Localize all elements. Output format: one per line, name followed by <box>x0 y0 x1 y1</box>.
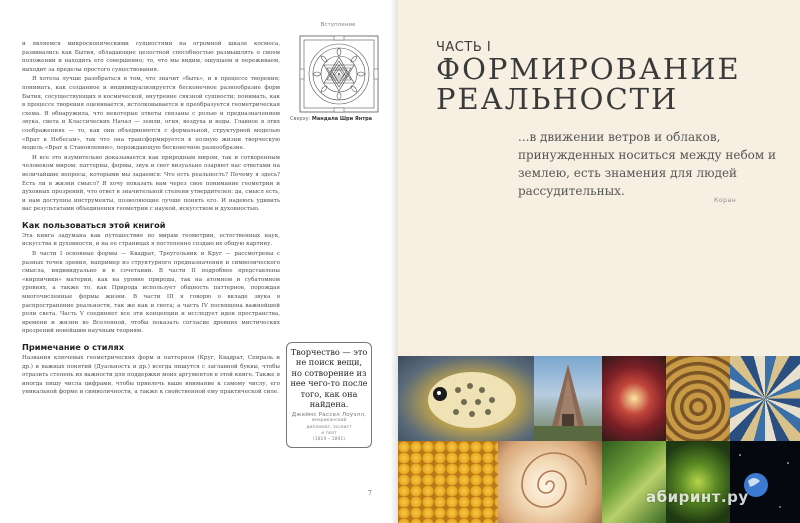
paragraph: Названия ключевых геометрических форм и паттернов (Круг, Квадрат, Спираль и др.) и важных понятий (Дуальность и др.) всегда пишутся с заглавной буквы, чтобы отразить степень их важности для поддержки моих аргументов в этой книге. Также я иногда пишу числа цифрами, чтобы привлечь ваше внимание к самому числу, его уникальной форме и символичности, а также к свойственной ему практической силе. <box>22 355 280 396</box>
paragraph: В части I основные формы — Квадрат, Треугольник и Круг — рассмотрены с разных точек зрения, например из структурного предназначения и символического смысла, индивидуально и в сочетании. В части II подробнее представлены «кирпичики» материи, как на уровне природы, так на атомном и субатомном уровнях, а также то, как Природа использует общность паттернов, порождая многочисленные формы жизни. В части III я говорю о вкладе звука в распространение реальности, так же как и света; а часть IV посвящена важнейшей роли света. Часть V соединяет все эти концепции и исследует идеи пространства, времени и жизни во Вселенной, чтобы показать согласие древних мистических прозрений новейшим научным теориям. <box>22 251 280 335</box>
temple-photo <box>534 356 602 441</box>
quote-author: Джеймс Рассел Лоуэлл, <box>291 412 367 419</box>
title-line-1: ФОРМИРОВАНИЕ <box>436 52 741 86</box>
pufferfish-photo <box>398 356 534 441</box>
caption-prefix: Сверху: <box>290 116 311 122</box>
earth-photo <box>730 441 800 523</box>
title-line-2: РЕАЛЬНОСТИ <box>436 82 679 116</box>
quote-text: Творчество — это не поиск вещи, но сотворение из нее чего-то после того, как она найдена. <box>290 347 368 410</box>
leaf-photo <box>602 441 666 523</box>
paragraph: Я хотела лучше разобраться в том, что значит «быть», и в процессе творения; понимать, как созданное и индивидуализируется бесконечное разнообразие форм Бытия, сосуществующих в космической, внутренне связной сущности; понимать, как в процессе творения оценивается, истолковывается и преобразуется геометрическая схема. Я обнаружила, что некоторые ответы связаны с ролью и предназначением звука, света и Классических Начал — земли, огня, воздуха и воды. Главное в этих соображениях — то, как они объединяются с формальной, структурной моделью «Врат к Небесам», так что она трансформируется в полную жизни творческую модель «Врат к Становлению», порождающую бесконечное разнообразие. <box>22 76 280 152</box>
section-label: Вступление <box>320 22 356 28</box>
epigraph-source: Коран <box>714 197 737 204</box>
watermark: абиринт.ру <box>646 488 749 506</box>
quote-meta-3: и поэт <box>321 430 337 436</box>
paragraph: И все это изумительно доказывается как природным миром, так и сотворенным человеком миром: паттерны, формы, звук и свет визуально озаряют нас ответами на величайшие вопросы, которыми мы задаемся: Что есть реальность? Почему я здесь? Есть ли в жизни смысл? Я хочу показать вам через свое понимание геометрии и духовных прозрений, что ответ в значительной степени утвердителен: да, смысл есть, и нам доступны инструменты, позволяющие лучше понять его. И надеюсь удивить вас результатами объединения геометрии с наукой, искусством и духовностью. <box>22 154 280 213</box>
quote-meta-1: американский <box>311 418 347 424</box>
pinecone-photo <box>666 356 730 441</box>
fern-spiral-photo <box>666 441 730 523</box>
quote-box <box>286 342 372 448</box>
page-number: 7 <box>368 490 372 497</box>
caption-title: Мандала Шри Янтра <box>311 116 373 122</box>
heading-style-notes: Примечание о стилях <box>22 342 124 352</box>
sri-yantra-illustration <box>296 34 382 114</box>
illustration-caption <box>290 116 390 122</box>
right-page <box>398 0 800 523</box>
paragraph: Эта книга задумана как путешествие по мирам геометрии, естественных наук, искусства и духовности, и на ее страницах я постепенно создаю их общую картину. <box>22 232 280 248</box>
honeycomb-photo <box>398 441 498 523</box>
part-label: ЧАСТЬ I <box>436 40 492 55</box>
left-body-text <box>22 40 280 398</box>
flower-photo <box>602 356 666 441</box>
heading-how-to-use: Как пользоваться этой книгой <box>22 219 166 230</box>
paragraph: и являемся микроскопическими сущностями на огромной шкале космоса, развивались как Бытия, обладающие целостной способностью размышлять о своем положении и находить его совершенно; то, что мы видим, ощущаем и переживаем, выходит за пределы простого существования. <box>22 41 280 73</box>
nautilus-shell-photo <box>498 441 602 523</box>
quote-meta-2: дипломат, эссеист <box>306 424 352 430</box>
part-title <box>436 54 741 114</box>
mandala-tile-photo <box>730 356 800 441</box>
epigraph: ...в движении ветров и облаков, принужденных носиться между небом и землею, есть знамения для людей рассудительных. <box>518 130 777 198</box>
quote-years: (1819 – 1891) <box>312 437 346 443</box>
